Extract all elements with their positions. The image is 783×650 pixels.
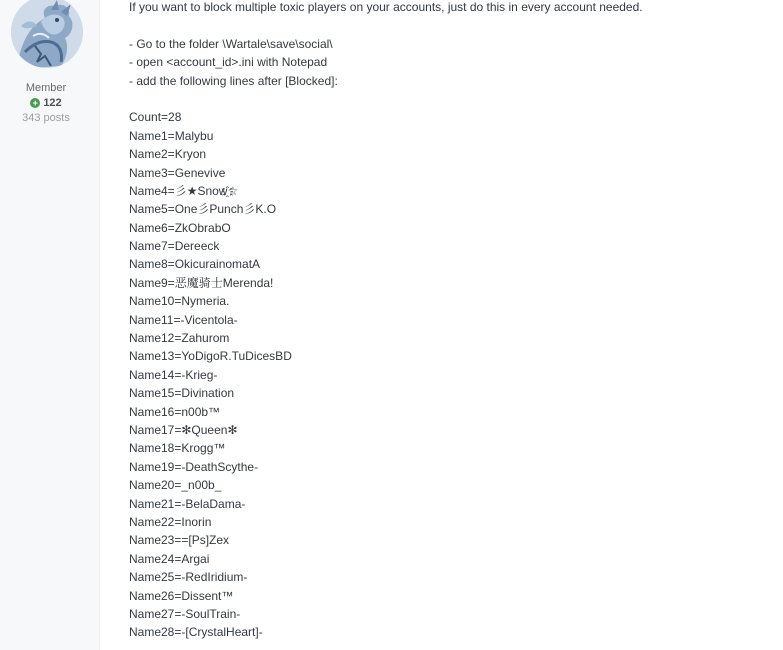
blocked-name-line: Name13=YoDigoR.TuDicesBD (129, 349, 292, 364)
blocked-name-line: Name26=Dissent™ (129, 588, 234, 603)
post-intro: If you want to block multiple toxic players on your accounts, just do this in every account needed. (129, 0, 643, 14)
post-content (129, 0, 769, 642)
blocked-name-line: Name19=-DeathScythe- (129, 459, 259, 474)
blocked-name-line: Name12=Zahurom (129, 331, 230, 346)
blocked-name-line: Name8=OkicurainomatA (129, 257, 261, 272)
blocked-name-line: Name11=-Vicentola- (129, 312, 238, 327)
instruction-step: - open <account_id>.ini with Notepad (129, 55, 328, 70)
blocked-name-line: Name6=ZkObrabO (129, 220, 231, 235)
blocked-name-line: Name28=-[CrystalHeart]- (129, 625, 263, 640)
author-panel (0, 0, 100, 650)
reputation-badge (0, 97, 92, 109)
blocked-name-line: Name9=恶魔骑士Merenda! (129, 275, 274, 290)
blocked-name-line: Name27=-SoulTrain- (129, 606, 241, 621)
blocked-name-line: Name17=✻Queen✻ (129, 422, 238, 437)
blocked-name-line: Name24=Argai (129, 551, 210, 566)
post-count: 343 posts (22, 112, 70, 124)
blocked-name-line: Name15=Divination (129, 386, 235, 401)
blocked-name-line: Name23==[Ps]Zex (129, 533, 230, 548)
instruction-step: - Go to the folder \Wartale\save\social\ (129, 36, 333, 51)
blocked-name-line: Name3=Genevive (129, 165, 226, 180)
blocked-count-line: Count=28 (129, 110, 182, 125)
member-role: Member (25, 82, 67, 94)
blocked-name-line: Name21=-BelaDama- (129, 496, 246, 511)
blocked-name-line: Name5=One彡Punch彡K.O (129, 202, 277, 217)
blocked-name-line: Name16=n00b™ (129, 404, 221, 419)
blocked-name-line: Name18=Krogg™ (129, 441, 226, 456)
blocked-name-line: Name7=Dereeck (129, 239, 220, 254)
paragraph-gap (129, 90, 769, 108)
blocked-name-line: Name2=Kryon (129, 147, 207, 162)
plus-circle-icon: + (30, 98, 40, 108)
instruction-step: - add the following lines after [Blocked]: (129, 73, 338, 88)
blocked-name-line: Name1=Malybu (129, 128, 214, 143)
blocked-name-line: Name4=彡★Snow҈☆ (129, 183, 239, 198)
blocked-name-line: Name14=-Krieg- (129, 367, 218, 382)
paragraph-gap (129, 16, 769, 34)
blocked-name-line: Name20=_n00b_ (129, 478, 222, 493)
blocked-name-line: Name25=-RedIridium- (129, 570, 248, 585)
blocked-name-line: Name10=Nymeria. (129, 294, 230, 309)
dragon-avatar-icon[interactable] (11, 0, 83, 68)
blocked-name-line: Name22=Inorin (129, 514, 212, 529)
reputation-count: 122 (43, 97, 62, 109)
blocked-list (129, 108, 769, 641)
